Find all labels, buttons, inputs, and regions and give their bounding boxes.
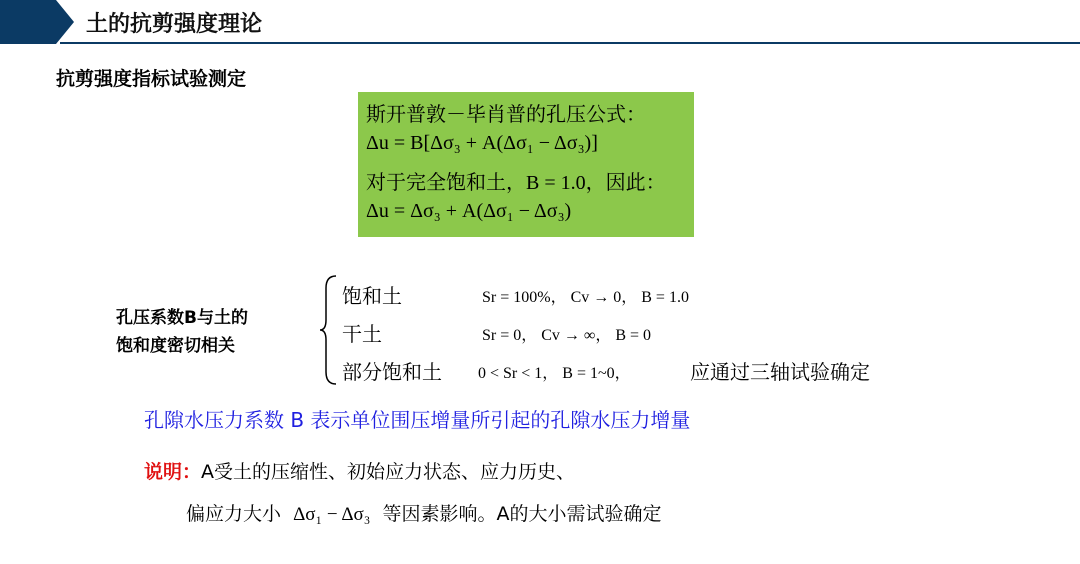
brace-icon [318,274,338,386]
explanation-line2 [186,499,661,526]
slide-title: 土的抗剪强度理论 [86,12,263,37]
explanation-label: 说明： [144,461,202,483]
slide-header [0,0,1080,44]
note-triaxial: 应通过三轴试验确定 [690,362,870,384]
category-partial: 部分饱和土 [342,362,442,384]
explanation-prefix: 偏应力大小 [186,503,282,525]
formula-box [358,92,694,237]
condition-saturated: Sr = 100%， Cv → 0， B = 1.0 [482,289,689,306]
formula-box-line4: Δu = Δσ₃ + A(Δσ₁ − Δσ₃) [366,200,572,222]
section-subtitle: 抗剪强度指标试验测定 [56,68,247,90]
explanation-suffix: 等因素影响。A的大小需试验确定 [382,503,662,525]
header-underline [60,42,1080,44]
saturation-label [116,304,248,360]
explanation-formula: Δσ₁ − Δσ₃ [293,504,371,525]
condition-dry: Sr = 0， Cv → ∞， B = 0 [482,327,652,344]
formula-box-line3: 对于完全饱和土，B = 1.0，因此： [366,172,666,194]
header-accent-shape [0,0,74,44]
explanation-line1 [144,457,575,484]
formula-box-line1: 斯开普敦－毕肖普的孔压公式： [366,104,646,126]
saturation-label-line1: 孔压系数B与土的 [116,308,248,328]
saturation-label-line2: 饱和度密切相关 [116,336,235,356]
formula-box-line2: Δu = B[Δσ₃ + A(Δσ₁ − Δσ₃)] [366,132,598,154]
condition-partial: 0 < Sr < 1， B = 1~0， [478,365,631,382]
category-saturated: 饱和土 [342,286,402,308]
pore-pressure-statement: 孔隙水压力系数 B 表示单位围压增量所引起的孔隙水压力增量 [144,408,691,432]
explanation-text1: A受土的压缩性、初始应力状态、应力历史、 [201,461,576,483]
category-dry: 干土 [342,324,382,346]
